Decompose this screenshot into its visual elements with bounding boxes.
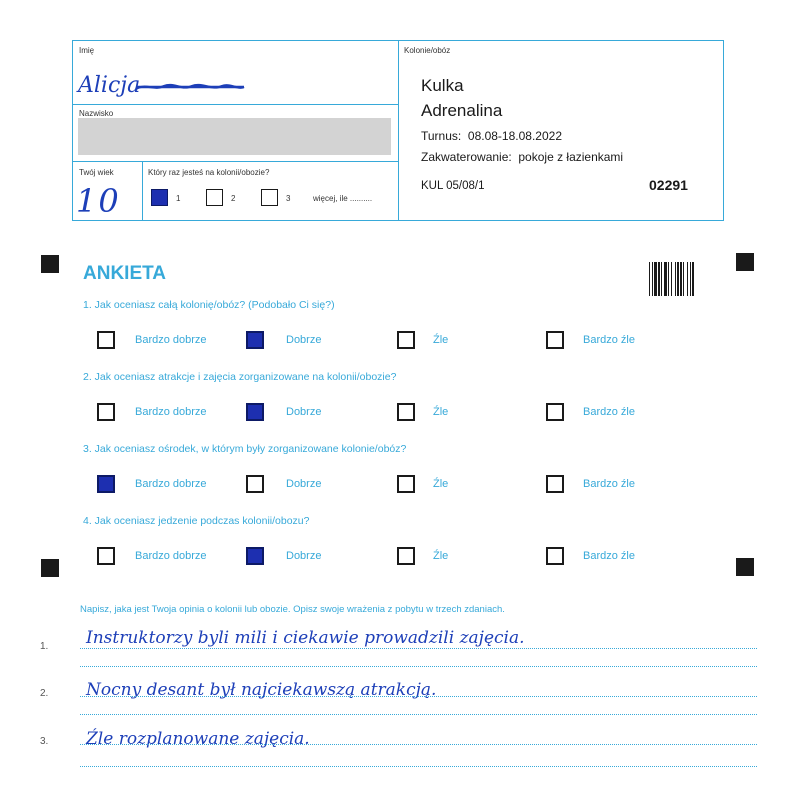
question-2-checkbox-1[interactable] <box>97 403 115 421</box>
imie-row-line <box>72 104 398 105</box>
question-4-option-label-1: Bardzo dobrze <box>135 550 207 562</box>
answer-3[interactable]: Źle rozplanowane zajęcia. <box>86 729 310 749</box>
camp-code: KUL 05/08/1 <box>421 180 485 192</box>
question-1-option-label-1: Bardzo dobrze <box>135 334 207 346</box>
answer-line-3 <box>80 744 757 745</box>
question-1-checkbox-4[interactable] <box>546 331 564 349</box>
question-4-option-label-2: Dobrze <box>286 550 322 562</box>
wiek-value: 10 <box>76 182 121 220</box>
kolonie-label: Kolonie/obóz <box>404 46 451 55</box>
question-3-option-label-2: Dobrze <box>286 478 322 490</box>
zakwaterowanie: Zakwaterowanie: pokoje z łazienkami <box>421 150 624 164</box>
question-3-checkbox-1[interactable] <box>97 475 115 493</box>
corner-marker-mid-right <box>736 558 754 576</box>
question-1-option-label-2: Dobrze <box>286 334 322 346</box>
answer-number-2: 2. <box>40 688 49 699</box>
question-1-checkbox-3[interactable] <box>397 331 415 349</box>
wiek-label: Twój wiek <box>79 168 114 177</box>
imie-label: Imię <box>79 46 95 55</box>
question-4: 4. Jak oceniasz jedzenie podczas kolonii/obozu? <box>83 515 310 527</box>
question-2-checkbox-4[interactable] <box>546 403 564 421</box>
question-3-checkbox-4[interactable] <box>546 475 564 493</box>
header-divider <box>398 40 399 221</box>
turnus: Turnus: 08.08-18.08.2022 <box>421 129 562 143</box>
wiek-divider <box>142 161 143 221</box>
question-3-option-label-3: Źle <box>433 478 449 490</box>
question-1-checkbox-1[interactable] <box>97 331 115 349</box>
survey-title: ANKIETA <box>83 263 167 284</box>
nazwisko-label: Nazwisko <box>79 109 114 118</box>
question-3-checkbox-3[interactable] <box>397 475 415 493</box>
ktory-raz-checkbox-1[interactable] <box>151 189 168 206</box>
barcode <box>649 262 704 296</box>
question-4-checkbox-2[interactable] <box>246 547 264 565</box>
ktory-raz-option-2: 2 <box>231 194 236 203</box>
question-4-checkbox-3[interactable] <box>397 547 415 565</box>
camp-name: Adrenalina <box>421 101 503 120</box>
answer-2[interactable]: Nocny desant był najciekawszą atrakcją. <box>86 680 437 700</box>
question-3-checkbox-2[interactable] <box>246 475 264 493</box>
answer-line-2b <box>80 714 757 715</box>
question-2-checkbox-2[interactable] <box>246 403 264 421</box>
question-3-option-label-1: Bardzo dobrze <box>135 478 207 490</box>
ktory-raz-option-3: 3 <box>286 194 291 203</box>
ktory-raz-checkbox-2[interactable] <box>206 189 223 206</box>
answer-line-1 <box>80 648 757 649</box>
ktory-raz-label: Który raz jesteś na kolonii/obozie? <box>148 168 270 177</box>
question-1-option-label-4: Bardzo źle <box>583 334 635 346</box>
question-2-option-label-2: Dobrze <box>286 406 322 418</box>
corner-marker-mid-left <box>41 559 59 577</box>
answer-number-3: 3. <box>40 736 49 747</box>
question-2-option-label-1: Bardzo dobrze <box>135 406 207 418</box>
nazwisko-row-line <box>72 161 398 162</box>
ktory-raz-checkbox-3[interactable] <box>261 189 278 206</box>
answer-line-3b <box>80 766 757 767</box>
answer-line-2 <box>80 696 757 697</box>
imie-value: Alicja <box>78 73 141 98</box>
question-4-checkbox-1[interactable] <box>97 547 115 565</box>
answer-number-1: 1. <box>40 641 49 652</box>
question-2-option-label-3: Źle <box>433 406 449 418</box>
question-2: 2. Jak oceniasz atrakcje i zajęcia zorganizowane na kolonii/obozie? <box>83 371 397 383</box>
question-2-option-label-4: Bardzo źle <box>583 406 635 418</box>
opinion-prompt: Napisz, jaka jest Twoja opinia o kolonii lub obozie. Opisz swoje wrażenia z pobytu w trzech zdaniach. <box>80 604 505 615</box>
question-3: 3. Jak oceniasz ośrodek, w którym były zorganizowane kolonie/obóz? <box>83 443 407 455</box>
question-1-option-label-3: Źle <box>433 334 449 346</box>
answer-line-1b <box>80 666 757 667</box>
company-name: Kulka <box>421 76 464 95</box>
question-3-option-label-4: Bardzo źle <box>583 478 635 490</box>
form-number: 02291 <box>649 177 688 193</box>
ktory-raz-more: więcej, ile .......... <box>313 194 373 203</box>
question-2-checkbox-3[interactable] <box>397 403 415 421</box>
question-4-option-label-4: Bardzo źle <box>583 550 635 562</box>
corner-marker-top-left <box>41 255 59 273</box>
question-1: 1. Jak oceniasz całą kolonię/obóz? (Podobało Ci się?) <box>83 299 335 311</box>
answer-1[interactable]: Instruktorzy byli mili i ciekawie prowadzili zajęcia. <box>86 628 525 648</box>
redacted-surname <box>78 118 391 155</box>
ktory-raz-option-1: 1 <box>176 194 181 203</box>
question-4-checkbox-4[interactable] <box>546 547 564 565</box>
crossed-out-text <box>134 80 246 92</box>
corner-marker-top-right <box>736 253 754 271</box>
question-1-checkbox-2[interactable] <box>246 331 264 349</box>
question-4-option-label-3: Źle <box>433 550 449 562</box>
